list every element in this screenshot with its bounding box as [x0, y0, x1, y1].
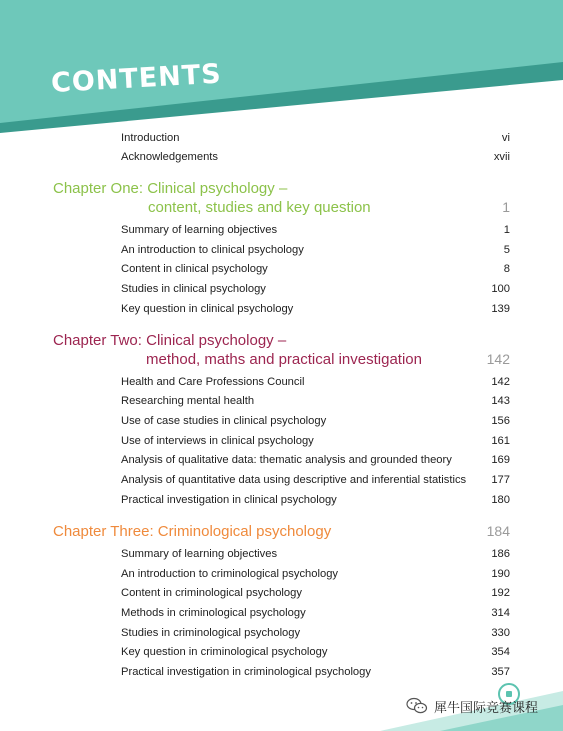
- chapter-title-line1: Chapter One: Clinical psychology –: [53, 180, 288, 197]
- toc-entry-page: 161: [491, 435, 510, 447]
- toc-entry-label: Studies in clinical psychology: [121, 283, 266, 295]
- toc-entry-page: 5: [503, 244, 510, 256]
- toc-entry-page: 100: [491, 283, 510, 295]
- chapter-title-line1: Chapter Three: Criminological psychology: [53, 523, 332, 540]
- toc-entry-label: Practical investigation in criminological psychology: [121, 666, 371, 678]
- toc-entry-label: Health and Care Professions Council: [121, 376, 305, 388]
- toc-entry-label: Studies in criminological psychology: [121, 627, 301, 639]
- toc-entry-page: 190: [491, 568, 510, 580]
- toc-entry-label: An introduction to clinical psychology: [121, 244, 304, 256]
- toc-entry-label: Analysis of quantitative data using descriptive and inferential statistics: [121, 474, 467, 486]
- toc-entry-page: vi: [501, 132, 510, 144]
- toc-entry-label: Key question in criminological psychology: [121, 646, 328, 658]
- toc-entry-label: Acknowledgements: [121, 151, 219, 163]
- page-title: CONTENTS: [50, 58, 223, 99]
- chapter-title-line2: content, studies and key question: [148, 199, 371, 216]
- toc-entry-label: Summary of learning objectives: [121, 224, 278, 236]
- chapter-page: 184: [486, 523, 510, 539]
- toc-entry-page: 142: [491, 376, 510, 388]
- chapter-heading-three[interactable]: [53, 522, 510, 542]
- toc-entry-label: Practical investigation in clinical psychology: [121, 494, 337, 506]
- toc-entry-label: Use of case studies in clinical psychology: [121, 415, 327, 427]
- toc-entry-label: Summary of learning objectives: [121, 548, 278, 560]
- toc-entry-page: 330: [491, 627, 510, 639]
- toc-entry-page: 354: [491, 646, 510, 658]
- chapter-heading-two[interactable]: [53, 331, 510, 371]
- toc-entry-page: 143: [491, 395, 510, 407]
- watermark-text: 犀牛国际竞赛课程: [434, 699, 539, 715]
- toc-entry-page: xvii: [493, 151, 510, 163]
- chapter-title-line1: Chapter Two: Clinical psychology –: [53, 332, 287, 349]
- toc-entry-page: 8: [503, 263, 510, 275]
- toc-entry-page: 186: [491, 548, 510, 560]
- chapter-title-line2: method, maths and practical investigation: [146, 351, 422, 368]
- toc-entry-label: Methods in criminological psychology: [121, 607, 306, 619]
- toc-entry-label: Introduction: [121, 132, 180, 144]
- toc-entry-page: 1: [503, 224, 510, 236]
- watermark: [406, 697, 538, 715]
- toc-entry-page: 139: [491, 303, 510, 315]
- toc-entry-page: 192: [491, 587, 510, 599]
- toc-entry-page: 357: [491, 666, 510, 678]
- chapter-page: 1: [502, 199, 510, 215]
- toc-entry-page: 177: [491, 474, 510, 486]
- chapter-page: 142: [486, 351, 510, 367]
- toc-entry-page: 169: [491, 454, 510, 466]
- toc-entry-label: An introduction to criminological psychology: [121, 568, 339, 580]
- toc-entry-page: 314: [491, 607, 510, 619]
- wechat-icon: [406, 697, 428, 715]
- toc-entry-page: 156: [491, 415, 510, 427]
- toc-entry-page: 180: [491, 494, 510, 506]
- toc-entry-label: Use of interviews in clinical psychology: [121, 435, 314, 447]
- toc-entry-label: Content in clinical psychology: [121, 263, 268, 275]
- toc-entry-label: Researching mental health: [121, 395, 255, 407]
- toc-entry-label: Key question in clinical psychology: [121, 303, 294, 315]
- toc-entry-label: Analysis of qualitative data: thematic analysis and grounded theory: [121, 454, 452, 466]
- chapter-heading-one[interactable]: [53, 179, 510, 219]
- toc-entry-label: Content in criminological psychology: [121, 587, 302, 599]
